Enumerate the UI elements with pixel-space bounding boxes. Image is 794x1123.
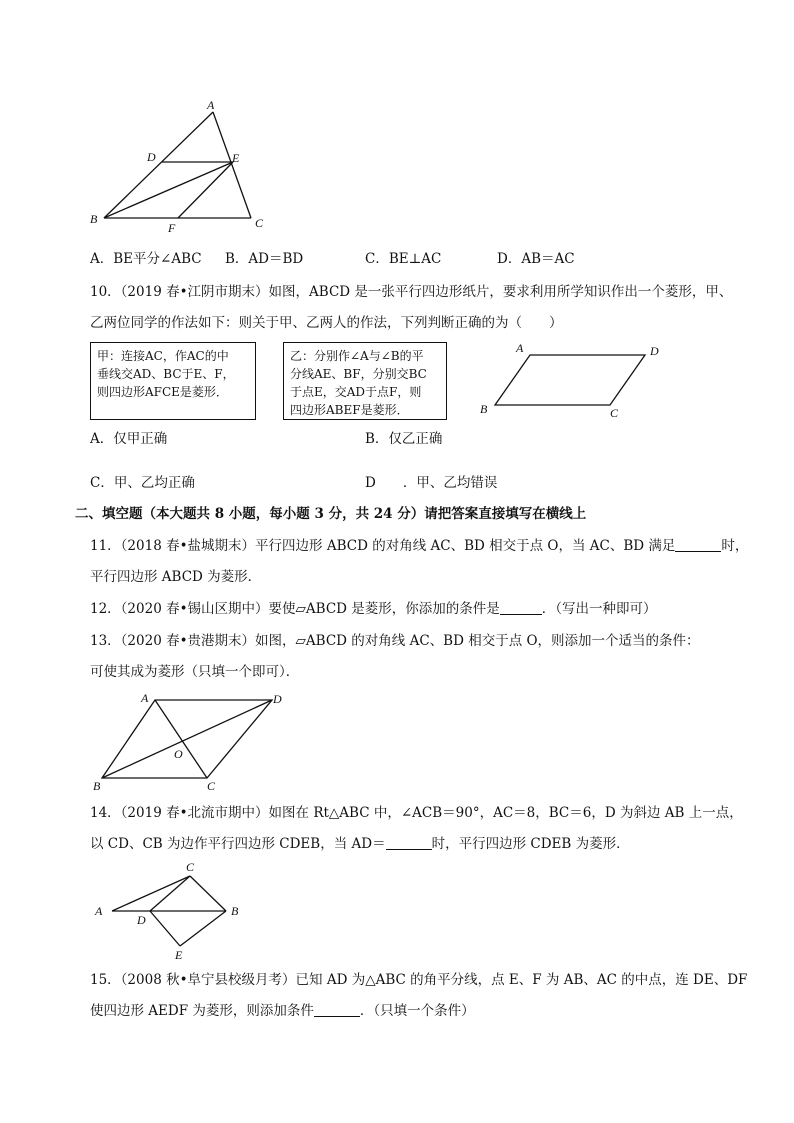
- label-B: B: [231, 904, 239, 918]
- q14-answer-blank[interactable]: [386, 835, 432, 850]
- q12-stem-pre: 12．（2020 春•锡山区期中）要使▱ABCD 是菱形，你添加的条件是: [90, 601, 500, 617]
- label-C: C: [186, 860, 195, 874]
- parallelogram-abcd: [495, 355, 645, 405]
- q9-triangle-figure: [80, 95, 280, 235]
- segment-cd: [150, 876, 190, 911]
- label-B: B: [90, 212, 98, 226]
- label-B: B: [93, 779, 101, 793]
- q10-stem-line2: 乙两位同学的作法如下：则关于甲、乙两人的作法，下列判断正确的为（ ）: [90, 315, 563, 331]
- q10-stem-line1: 10．（2019 春•江阴市期末）如图，ABCD 是一张平行四边形纸片，要求利用所学知识作出一个菱形，甲、: [90, 284, 733, 300]
- label-C: C: [255, 216, 264, 230]
- label-D: D: [650, 344, 659, 358]
- segment-cb: [190, 876, 226, 911]
- q13-stem-line1: 13．（2020 春•贵港期末）如图，▱ABCD 的对角线 AC、BD 相交于点 O，则添加一个适当的条件：: [90, 633, 700, 649]
- q15-stem-line2: [90, 1001, 475, 1021]
- q12-stem: [90, 599, 657, 619]
- q10-method-yi-box: [283, 342, 447, 420]
- q9-option-a[interactable]: A．BE平分∠ABC: [90, 251, 202, 267]
- q14-stem-line2: [90, 834, 630, 854]
- q11-stem-line2: 平行四边形 ABCD 为菱形．: [90, 569, 262, 585]
- q13-parallelogram-figure: [85, 688, 300, 798]
- label-A: A: [141, 691, 149, 705]
- q14-stem-line1: 14．（2019 春•北流市期中）如图在 Rt△ABC 中，∠ACB＝90°，AC＝8，BC＝6，D 为斜边 AB 上一点，: [90, 805, 743, 821]
- q15-stem-pre: 使四边形 AEDF 为菱形，则添加条件: [90, 1003, 314, 1019]
- q10-yi-line2: 分线AE、BF，分别交BC: [290, 367, 427, 381]
- q12-answer-blank[interactable]: [500, 600, 542, 615]
- q10-option-a[interactable]: A．仅甲正确: [90, 431, 168, 447]
- q9-option-d[interactable]: D．AB＝AC: [497, 251, 575, 267]
- q10-jia-line3: 则四边形AFCE是菱形．: [97, 385, 228, 399]
- q11-stem-pre: 11．（2018 春•盐城期末）平行四边形 ABCD 的对角线 AC、BD 相交于点 O，当 AC、BD 满足: [90, 538, 676, 554]
- label-C: C: [207, 779, 216, 793]
- q14-stem-post: 时，平行四边形 CDEB 为菱形．: [431, 836, 630, 852]
- q10-method-jia-box: [90, 342, 256, 420]
- label-A: A: [95, 904, 103, 918]
- label-E: E: [175, 948, 183, 962]
- q10-jia-line1: 甲：连接AC，作AC的中: [97, 349, 229, 363]
- q11-answer-blank[interactable]: [675, 537, 721, 552]
- q10-yi-line3: 于点E，交AD于点F，则: [290, 385, 422, 399]
- q9-option-b[interactable]: B．AD＝BD: [225, 251, 304, 267]
- q14-stem-pre: 以 CD、CB 为边作平行四边形 CDEB，当 AD＝: [90, 836, 386, 852]
- q10-parallelogram-figure: [470, 335, 680, 425]
- q11-stem-line1: [90, 536, 748, 556]
- label-C: C: [610, 406, 619, 420]
- label-B: B: [480, 402, 488, 416]
- q11-stem-post: 时，: [721, 538, 749, 554]
- label-D: D: [273, 692, 282, 706]
- section-2-heading: 二、填空题（本大题共 8 小题，每小题 3 分，共 24 分）请把答案直接填写在横线上: [75, 506, 587, 522]
- q10-jia-line2: 垂线交AD、BC于E、F，: [97, 367, 235, 381]
- q10-yi-line1: 乙：分别作∠A与∠B的平: [290, 349, 424, 363]
- segment-de: [150, 911, 180, 946]
- label-F: F: [168, 221, 176, 235]
- q15-answer-blank[interactable]: [314, 1002, 360, 1017]
- label-A: A: [516, 341, 524, 355]
- q10-option-d[interactable]: D ．甲、乙均错误: [365, 475, 498, 491]
- segment-eb: [180, 911, 226, 946]
- q15-stem-line1: 15．（2008 秋•阜宁县校级月考）已知 AD 为△ABC 的角平分线，点 E、F 为 AB、AC 的中点，连 DE、DF: [90, 972, 748, 988]
- q15-stem-post: ．（只填一个条件）: [359, 1003, 475, 1019]
- label-D: D: [137, 913, 146, 927]
- segment-ac: [112, 876, 190, 911]
- q10-option-c[interactable]: C．甲、乙均正确: [90, 475, 195, 491]
- segment-be: [104, 162, 233, 218]
- label-A: A: [207, 98, 215, 112]
- q12-stem-post: ．（写出一种即可）: [541, 601, 657, 617]
- q14-figure: [90, 858, 260, 963]
- edge-ac: [213, 112, 251, 218]
- label-D: D: [147, 150, 156, 164]
- q10-option-b[interactable]: B．仅乙正确: [365, 431, 443, 447]
- label-O: O: [174, 747, 183, 761]
- q13-stem-line2: 可使其成为菱形（只填一个即可）．: [90, 664, 300, 680]
- label-E: E: [232, 151, 240, 165]
- q10-yi-line4: 四边形ABEF是菱形．: [290, 403, 409, 417]
- diagonal-bd: [102, 700, 272, 778]
- diagonal-ac: [155, 700, 207, 778]
- edge-ab: [104, 112, 213, 218]
- q9-option-c[interactable]: C．BE⊥AC: [365, 251, 442, 267]
- segment-fe: [178, 162, 233, 218]
